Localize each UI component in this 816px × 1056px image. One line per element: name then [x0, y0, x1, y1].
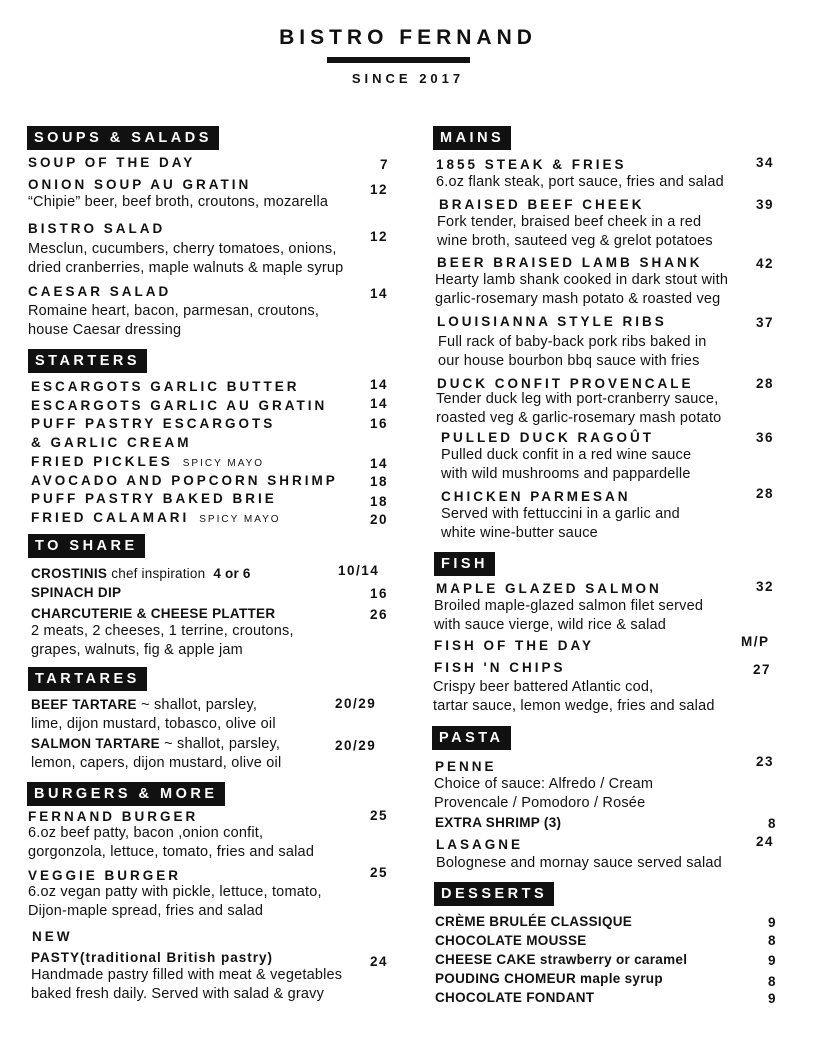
item-desc-pasty-2: baked fresh daily. Served with salad & gravy — [31, 986, 325, 1002]
item-desc-beef-cheek-2: wine broth, sauteed veg & grelot potatoes — [437, 233, 713, 249]
fried-calamari-label: FRIED CALAMARI — [31, 510, 190, 525]
item-price-puff-pastry-escargots: 16 — [370, 416, 389, 431]
new-badge: NEW — [32, 929, 73, 944]
item-name-creme-brulee: CRÈME BRULÉE CLASSIQUE — [435, 914, 633, 929]
item-price-pouding-chomeur: 8 — [768, 974, 778, 989]
item-desc-penne-1: Choice of sauce: Alfredo / Cream — [434, 776, 654, 792]
item-name-escargots-au-gratin: ESCARGOTS GARLIC AU GRATIN — [31, 398, 328, 413]
since-label: SINCE 2017 — [351, 71, 465, 86]
section-mains: MAINS — [433, 126, 511, 150]
section-pasta: PASTA — [432, 726, 511, 750]
item-name-fried-pickles — [31, 454, 264, 469]
item-price-steak-fries: 34 — [756, 155, 775, 170]
item-name-onion-soup: ONION SOUP AU GRATIN — [28, 177, 252, 192]
item-name-escargots-garlic-butter: ESCARGOTS GARLIC BUTTER — [31, 379, 300, 394]
item-desc-ribs-2: our house bourbon bbq sauce with fries — [438, 353, 700, 369]
item-price-maple-salmon: 32 — [756, 579, 775, 594]
item-desc-caesar-2: house Caesar dressing — [28, 322, 182, 338]
item-name-fish-n-chips: FISH 'N CHIPS — [434, 660, 566, 675]
item-price-fish-n-chips: 27 — [753, 662, 772, 677]
item-desc-duck-ragout-2: with wild mushrooms and pappardelle — [441, 466, 691, 482]
item-desc-bistro-salad-2: dried cranberries, maple walnuts & maple syrup — [28, 260, 344, 276]
item-desc-caesar-1: Romaine heart, bacon, parmesan, croutons, — [28, 303, 320, 319]
item-desc-veggie-burger-2: Dijon-maple spread, fries and salad — [28, 903, 264, 919]
section-burgers-more: BURGERS & MORE — [27, 782, 225, 806]
item-desc-onion-soup: “Chipie” beer, beef broth, croutons, mozarella — [28, 194, 329, 210]
item-desc-lamb-shank-2: garlic-rosemary mash potato & roasted veg — [435, 291, 721, 307]
item-price-escargots-garlic-butter: 14 — [370, 377, 389, 392]
item-price-baked-brie: 18 — [370, 494, 389, 509]
item-desc-bistro-salad-1: Mesclun, cucumbers, cherry tomatoes, onions, — [28, 241, 337, 257]
item-price-duck-confit: 28 — [756, 376, 775, 391]
item-name-baked-brie: PUFF PASTRY BAKED BRIE — [31, 491, 277, 506]
item-name-chocolate-fondant: CHOCOLATE FONDANT — [435, 990, 595, 1005]
salmon-tartare-desc-a: ~ shallot, parsley, — [159, 736, 281, 752]
item-name-steak-fries: 1855 STEAK & FRIES — [436, 157, 627, 172]
item-name-chocolate-mousse: CHOCOLATE MOUSSE — [435, 933, 587, 948]
item-desc-pasty-1: Handmade pastry filled with meat & vegetables — [31, 967, 343, 983]
item-name-lamb-shank: BEER BRAISED LAMB SHANK — [437, 255, 703, 270]
item-name-caesar-salad: CAESAR SALAD — [28, 284, 172, 299]
item-name-pasty: PASTY(traditional British pastry) — [31, 950, 274, 965]
section-starters: STARTERS — [28, 349, 147, 373]
item-desc-duck-confit-1: Tender duck leg with port-cranberry sauce, — [436, 391, 719, 407]
item-desc-veggie-burger-1: 6.oz vegan patty with pickle, lettuce, tomato, — [28, 884, 322, 900]
item-price-chicken-parmesan: 28 — [756, 486, 775, 501]
item-desc-fish-n-chips-1: Crispy beer battered Atlantic cod, — [433, 679, 654, 695]
item-name-soup-of-the-day: SOUP OF THE DAY — [28, 155, 196, 170]
item-desc-lasagne: Bolognese and mornay sauce served salad — [436, 855, 722, 871]
item-price-spinach-dip: 16 — [370, 586, 389, 601]
item-name-cheese-cake: CHEESE CAKE strawberry or caramel — [435, 952, 688, 967]
fried-pickles-label: FRIED PICKLES — [31, 454, 173, 469]
item-desc-beef-tartare: lime, dijon mustard, tobasco, olive oil — [31, 716, 276, 732]
item-name-fernand-burger: FERNAND BURGER — [28, 809, 199, 824]
item-name-duck-ragout: PULLED DUCK RAGOÛT — [441, 430, 654, 445]
item-price-cheese-cake: 9 — [768, 953, 778, 968]
item-desc-fish-n-chips-2: tartar sauce, lemon wedge, fries and salad — [433, 698, 715, 714]
item-desc-chicken-parmesan-1: Served with fettuccini in a garlic and — [441, 506, 680, 522]
item-name-puff-pastry-escargots-2: & GARLIC CREAM — [31, 435, 192, 450]
item-price-caesar-salad: 14 — [370, 286, 389, 301]
item-price-chocolate-fondant: 9 — [768, 991, 778, 1006]
item-price-veggie-burger: 25 — [370, 865, 389, 880]
item-price-lasagne: 24 — [756, 834, 775, 849]
item-name-charcuterie: CHARCUTERIE & CHEESE PLATTER — [31, 606, 276, 621]
item-price-escargots-au-gratin: 14 — [370, 396, 389, 411]
section-to-share: TO SHARE — [28, 534, 145, 558]
section-tartares: TARTARES — [28, 667, 147, 691]
item-price-fried-pickles: 14 — [370, 456, 389, 471]
item-price-extra-shrimp: 8 — [768, 816, 778, 831]
item-desc-beef-cheek-1: Fork tender, braised beef cheek in a red — [437, 214, 702, 230]
item-name-puff-pastry-escargots: PUFF PASTRY ESCARGOTS — [31, 416, 276, 431]
fried-calamari-note: SPICY MAYO — [199, 514, 281, 525]
item-desc-maple-salmon-1: Broiled maple-glazed salmon filet served — [434, 598, 704, 614]
item-desc-ribs-1: Full rack of baby-back pork ribs baked in — [438, 334, 707, 350]
item-desc-salmon-tartare: lemon, capers, dijon mustard, olive oil — [31, 755, 282, 771]
beef-tartare-desc-a: ~ shallot, parsley, — [136, 697, 258, 713]
item-price-avocado-popcorn-shrimp: 18 — [370, 474, 389, 489]
crostinis-label: CROSTINIS — [31, 566, 108, 581]
item-beef-tartare — [31, 697, 257, 713]
item-name-ribs: LOUISIANNA STYLE RIBS — [437, 314, 667, 329]
item-price-beef-tartare: 20/29 — [335, 696, 377, 711]
item-price-salmon-tartare: 20/29 — [335, 738, 377, 753]
item-name-chicken-parmesan: CHICKEN PARMESAN — [441, 489, 631, 504]
item-price-crostinis: 10/14 — [338, 563, 380, 578]
item-name-avocado-popcorn-shrimp: AVOCADO AND POPCORN SHRIMP — [31, 473, 338, 488]
item-name-maple-salmon: MAPLE GLAZED SALMON — [436, 581, 662, 596]
item-price-soup-of-the-day: 7 — [380, 157, 390, 172]
beef-tartare-label: BEEF TARTARE — [31, 697, 137, 712]
item-desc-penne-2: Provencale / Pomodoro / Rosée — [434, 795, 646, 811]
section-soups-salads: SOUPS & SALADS — [27, 126, 219, 150]
item-name-penne: PENNE — [435, 759, 497, 774]
item-desc-charcuterie-1: 2 meats, 2 cheeses, 1 terrine, croutons, — [31, 623, 294, 639]
item-name-braised-beef-cheek: BRAISED BEEF CHEEK — [439, 197, 645, 212]
item-price-ribs: 37 — [756, 315, 775, 330]
item-desc-fernand-burger-1: 6.oz beef patty, bacon ,onion confit, — [28, 825, 264, 841]
item-name-pouding-chomeur: POUDING CHOMEUR maple syrup — [435, 971, 663, 986]
item-price-penne: 23 — [756, 754, 775, 769]
item-name-fish-of-the-day: FISH OF THE DAY — [434, 638, 595, 653]
item-price-fernand-burger: 25 — [370, 808, 389, 823]
item-desc-duck-confit-2: roasted veg & garlic-rosemary mash potato — [436, 410, 722, 426]
section-desserts: DESSERTS — [434, 882, 554, 906]
item-price-lamb-shank: 42 — [756, 256, 775, 271]
item-desc-maple-salmon-2: with sauce vierge, wild rice & salad — [434, 617, 667, 633]
item-name-bistro-salad: BISTRO SALAD — [28, 221, 166, 236]
item-price-duck-ragout: 36 — [756, 430, 775, 445]
salmon-tartare-label: SALMON TARTARE — [31, 736, 160, 751]
item-desc-lamb-shank-1: Hearty lamb shank cooked in dark stout with — [435, 272, 729, 288]
item-price-charcuterie: 26 — [370, 607, 389, 622]
restaurant-name: BISTRO FERNAND — [279, 26, 537, 49]
item-name-spinach-dip: SPINACH DIP — [31, 585, 122, 600]
item-name-veggie-burger: VEGGIE BURGER — [28, 868, 182, 883]
item-price-pasty: 24 — [370, 954, 389, 969]
item-desc-steak-fries: 6.oz flank steak, port sauce, fries and salad — [436, 174, 724, 190]
fried-pickles-note: SPICY MAYO — [182, 458, 265, 469]
item-desc-charcuterie-2: grapes, walnuts, fig & apple jam — [31, 642, 243, 658]
item-name-extra-shrimp: EXTRA SHRIMP (3) — [435, 815, 562, 830]
item-price-chocolate-mousse: 8 — [768, 933, 778, 948]
item-salmon-tartare — [31, 736, 280, 752]
item-price-braised-beef-cheek: 39 — [756, 197, 775, 212]
item-desc-duck-ragout-1: Pulled duck confit in a red wine sauce — [441, 447, 692, 463]
item-price-bistro-salad: 12 — [370, 229, 389, 244]
item-name-fried-calamari — [31, 510, 281, 525]
item-desc-fernand-burger-2: gorgonzola, lettuce, tomato, fries and salad — [28, 844, 315, 860]
item-name-lasagne: LASAGNE — [436, 837, 524, 852]
item-name-duck-confit: DUCK CONFIT PROVENCALE — [437, 376, 694, 391]
item-price-fish-of-the-day: M/P — [741, 634, 770, 649]
section-fish: FISH — [434, 552, 495, 576]
item-price-onion-soup: 12 — [370, 182, 389, 197]
crostinis-note: chef inspiration — [111, 566, 206, 581]
item-name-crostinis — [31, 566, 251, 581]
header-divider — [327, 57, 470, 63]
item-price-fried-calamari: 20 — [370, 512, 389, 527]
crostinis-options: 4 or 6 — [213, 566, 251, 581]
item-desc-chicken-parmesan-2: white wine-butter sauce — [441, 525, 598, 541]
item-price-creme-brulee: 9 — [768, 915, 778, 930]
